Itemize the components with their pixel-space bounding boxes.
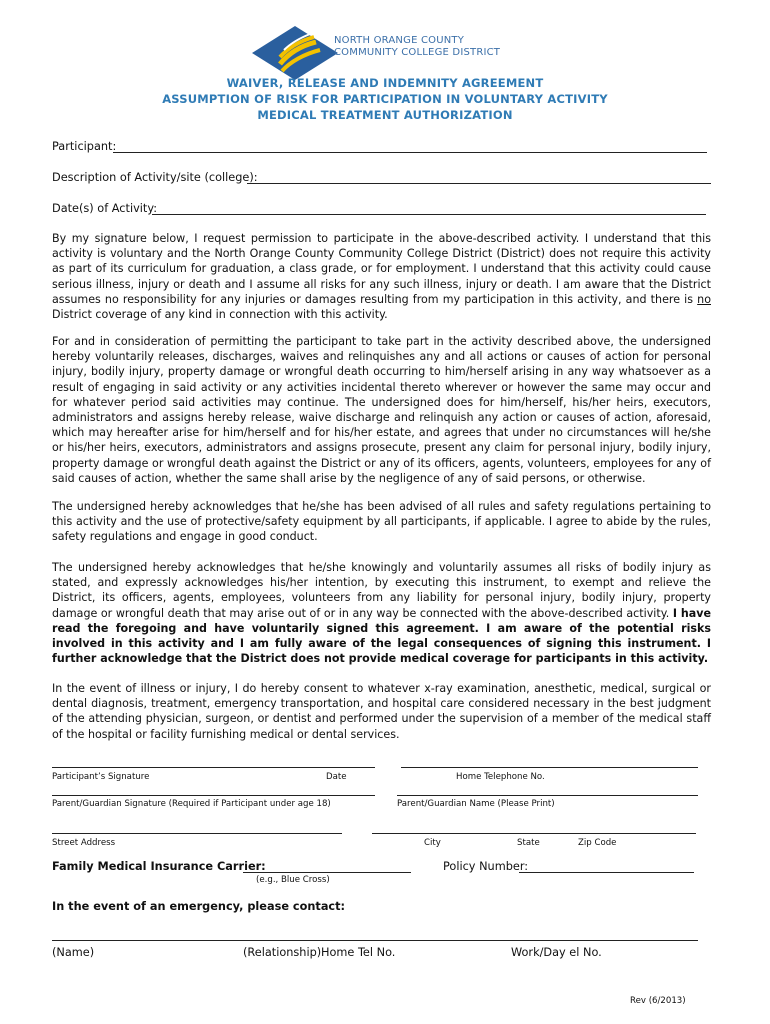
home-telephone-line[interactable] <box>401 767 698 768</box>
emergency-contact-line[interactable] <box>52 940 698 941</box>
paragraph-assumption-text: The undersigned hereby acknowledges that he/she knowingly and voluntarily assumes all risks of bodily injury as stated, and expressly acknowledges his/her intention, by executing this instrument, to exempt and relieve the District, its officers, agents, employees, volunteers from any liability for personal injury, bodily injury, property damage or wrongful death that may arise out of or in any way be connected with the above-described activity. <box>52 561 711 620</box>
emergency-name-label: (Name) <box>52 946 95 959</box>
street-address-line[interactable] <box>52 833 342 834</box>
city-label: City <box>424 838 441 848</box>
guardian-signature-label: Parent/Guardian Signature (Required if Participant under age 18) <box>52 799 331 809</box>
participant-label: Participant: <box>52 140 117 153</box>
paragraph-medical-consent: In the event of illness or injury, I do hereby consent to whatever x-ray examination, anesthetic, medical, surgical or dental diagnosis, treatment, emergency transportation, and hospital care considered necessary in the best judgment of the attending physician, surgeon, or dentist and performed under the supervision of a member of the medical staff of the hospital or facility furnishing medical or dental services. <box>52 682 711 741</box>
title-medical: MEDICAL TREATMENT AUTHORIZATION <box>257 108 513 122</box>
paragraph-assumption <box>52 560 711 666</box>
activity-dates-label: Date(s) of Activity: <box>52 202 158 215</box>
insurance-carrier-field[interactable] <box>243 872 411 873</box>
insurance-carrier-label: Family Medical Insurance Carrier: <box>52 860 266 873</box>
street-address-label: Street Address <box>52 838 116 848</box>
activity-description-field[interactable] <box>247 183 711 184</box>
policy-number-label: Policy Number: <box>443 860 529 873</box>
title-assumption: ASSUMPTION OF RISK FOR PARTICIPATION IN VOLUNTARY ACTIVITY <box>162 92 608 106</box>
title-waiver: WAIVER, RELEASE AND INDEMNITY AGREEMENT <box>226 76 544 90</box>
org-name-line2: COMMUNITY COLLEGE DISTRICT <box>334 47 501 58</box>
emergency-home-tel-label: Home Tel No. <box>321 946 396 959</box>
college-district-logo-icon <box>250 24 340 82</box>
paragraph-permission-text-a: By my signature below, I request permission to participate in the above-described activity. I understand that this activity is voluntary and the North Orange County Community College District (District) does not require this activity as part of its curriculum for graduation, a class grade, or for employment. I understand that this activity could cause serious illness, injury or death and I assume all risks for any such illness, injury or death. I am aware that the District assumes no responsibility for any injuries or damages resulting from my participation in this activity, and there is <box>52 232 711 306</box>
org-name-line1: NORTH ORANGE COUNTY <box>334 35 465 46</box>
emergency-contact-heading: In the event of an emergency, please contact: <box>52 900 346 913</box>
paragraph-assumption-bold: I have read the foregoing and have voluntarily signed this agreement. I am aware of the potential risks involved in this activity and I am fully aware of the legal consequences of signing this instrument. I further acknowledge that the District does not provide medical coverage for participants in this activity. <box>52 606 711 666</box>
guardian-name-line[interactable] <box>397 795 698 796</box>
paragraph-permission-text-b: District coverage of any kind in connection with this activity. <box>52 308 388 322</box>
org-name <box>334 35 500 59</box>
emergency-work-tel-label: Work/Day el No. <box>511 946 602 959</box>
home-telephone-label: Home Telephone No. <box>456 772 545 782</box>
insurance-carrier-example: (e.g., Blue Cross) <box>256 875 330 885</box>
emergency-relationship-label: (Relationship) <box>243 946 322 959</box>
participant-signature-label: Participant’s Signature <box>52 772 150 782</box>
zip-code-label: Zip Code <box>578 838 617 848</box>
participant-signature-line[interactable] <box>52 767 375 768</box>
paragraph-permission-no: no <box>697 292 711 306</box>
policy-number-field[interactable] <box>519 872 694 873</box>
revision-note: Rev (6/2013) <box>630 996 686 1006</box>
guardian-signature-line[interactable] <box>52 795 375 796</box>
paragraph-rules: The undersigned hereby acknowledges that he/she has been advised of all rules and safety regulations pertaining to this activity and the use of protective/safety equipment by all participants, if applicable. I agree to abide by the rules, safety regulations and engage in good conduct. <box>52 500 711 544</box>
activity-description-label: Description of Activity/site (college): <box>52 171 258 184</box>
paragraph-release: For and in consideration of permitting the participant to take part in the activity described above, the undersigned hereby voluntarily releases, discharges, waives and relinquishes any and all actions or causes of action for personal injury, bodily injury, property damage or wrongful death occurring to him/herself arising in any way whatsoever as a result of engaging in said activity or any activities incidental thereto wherever or however the same may occur and for whatever period said activities may continue. The undersigned does for him/herself, his/her heirs, executors, administrators and assigns hereby release, waive discharge and relinquish any action or causes of action, aforesaid, which may hereafter arise for him/herself and for his/her estate, and agrees that under no circumstances will he/she or his/her heirs, executors, administrators and assigns prosecute, present any claim for personal injury, bodily injury, property damage or wrongful death against the District or any of its officers, agents, volunteers, employees for any of said causes of action, whether the same shall arise by the negligence of any of said persons, or otherwise. <box>52 335 711 485</box>
city-state-zip-line[interactable] <box>372 833 696 834</box>
participant-field[interactable] <box>113 152 707 153</box>
activity-dates-field[interactable] <box>152 214 706 215</box>
date-label: Date <box>326 772 347 782</box>
state-label: State <box>517 838 540 848</box>
paragraph-permission <box>52 231 711 322</box>
guardian-name-label: Parent/Guardian Name (Please Print) <box>397 799 555 809</box>
